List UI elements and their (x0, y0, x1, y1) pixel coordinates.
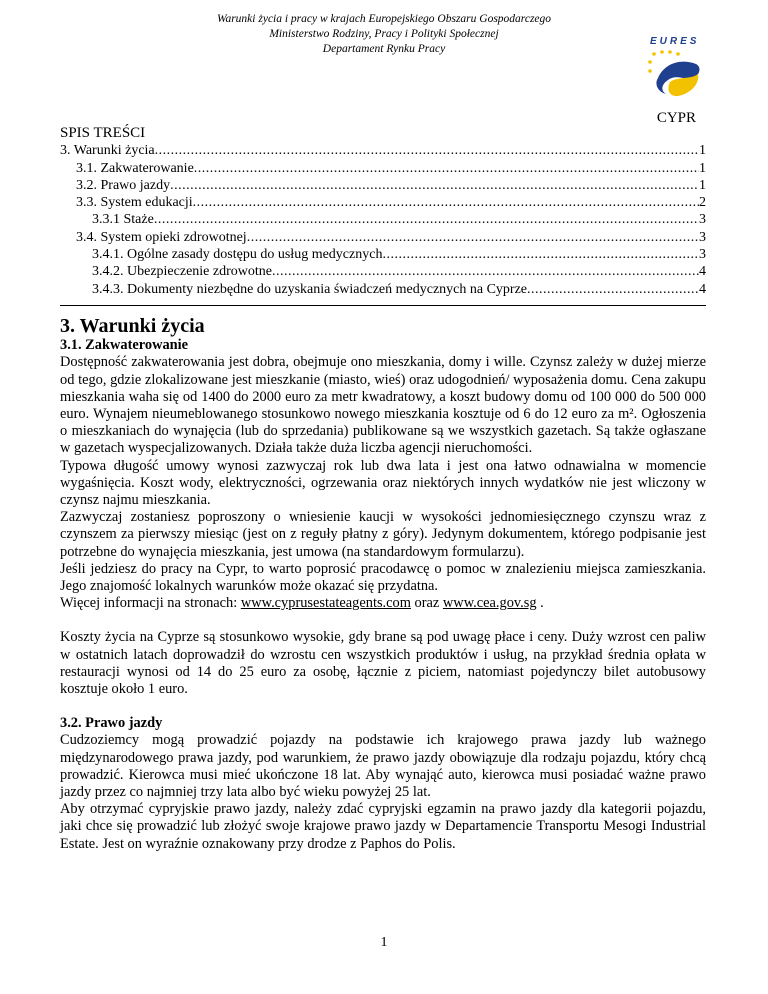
toc-entry[interactable]: 3. Warunki życia ..... 1 (60, 142, 706, 159)
toc-title: SPIS TREŚCI (60, 125, 146, 141)
eures-logo (640, 30, 720, 110)
link-cea[interactable]: www.cea.gov.sg (442, 595, 537, 612)
paragraph: Dostępność zakwaterowania jest dobra, obejmuje ono mieszkania, domy i wille. Czynsz zależy w dużej mierze od tego, gdzie zlokalizowane jest mieszkanie (miasto, wieś) oraz udogodnień/ wyposażenia domu. Cena zakupu mieszkania waha się od 1400 do 2000 euro za metr kwadratowy, a koszt budowy domu od 100 000 do 500 000 euro. Wynajem nieumeblowanego stosunkowo nowego mieszkania kosztuje od 6 do 12 euro za m². Ogłoszenia o mieszkaniach do wynajęcia (lub do sprzedania) publikowane są we wszystkich gazetach. Są także ogłaszane w gazetach wyspecjalizowanych. Działa także duża liczba agencji nieruchomości. (60, 354, 706, 457)
toc-entry[interactable]: 3.4. System opieki zdrowotnej ..... 3 (60, 229, 706, 246)
country-label: CYPR (656, 110, 696, 126)
horizontal-divider (60, 305, 706, 306)
link-cyprusestateagents[interactable]: www.cyprusestateagents.com (240, 595, 411, 612)
toc-entry[interactable]: 3.4.1. Ogólne zasady dostępu do usług medycznych ..... 3 (60, 246, 706, 263)
toc-entry[interactable]: 3.3. System edukacji ..... 2 (60, 194, 706, 211)
section-heading: 3. Warunki życia (60, 315, 205, 337)
table-of-contents (60, 125, 706, 298)
toc-entry[interactable]: 3.2. Prawo jazdy ..... 1 (60, 177, 706, 194)
paragraph: Aby otrzymać cypryjskie prawo jazdy, należy zdać cypryjski egzamin na prawo jazdy dla kategorii pojazdu, jaki chce się prowadzić lub złożyć swoje krajowe prawo jazdy w Departamencie Transportu Mesogi Industrial Estate. Jest on wyraźnie oznakowany przy drodze z Paphos do Polis. (60, 801, 706, 852)
header-line-3: Departament Rynku Pracy (322, 43, 446, 55)
paragraph: Jeśli jedziesz do pracy na Cypr, to warto poprosić pracodawcę o pomoc w znalezieniu miejsca zamieszkania. Jego znajomość lokalnych warunków może okazać się przydatna. (60, 560, 706, 595)
paragraph: Koszty życia na Cyprze są stosunkowo wysokie, gdy brane są pod uwagę płace i ceny. Duży wzrost cen paliw w ostatnich latach doprowadził do wzrostu cen wszystkich produktów i usług, na przykład średnia opłata w restauracji wynosi od 14 do 25 euro za osobę, łącznie z piciem, natomiast pojedynczy bilet autobusowy kosztuje około 1 euro. (60, 629, 706, 698)
toc-entry[interactable]: 3.4.2. Ubezpieczenie zdrowotne ..... 4 (60, 263, 706, 280)
toc-entry[interactable]: 3.3.1 Staże ..... 3 (60, 211, 706, 228)
header-line-1: Warunki życia i pracy w krajach Europejskiego Obszaru Gospodarczego (216, 13, 552, 25)
paragraph: Zazwyczaj zostaniesz poproszony o wniesienie kaucji w wysokości jednomiesięcznego czynszu wraz z czynszem za pierwszy miesiąc (jest on z reguły płatny z góry). Jedynym dokumentem, którego podpisanie jest potrzebne do wynajęcia mieszkania, jest umowa (na standardowym formularzu). (60, 509, 706, 560)
header-line-2: Ministerstwo Rodziny, Pracy i Polityki Społecznej (269, 28, 499, 40)
subsection-heading: 3.2. Prawo jazdy (60, 715, 163, 732)
toc-entry[interactable]: 3.4.3. Dokumenty niezbędne do uzyskania świadczeń medycznych na Cyprze ..... 4 (60, 281, 706, 298)
document-body (60, 315, 706, 853)
paragraph-links: Więcej informacji na stronach: www.cyprusestateagents.com oraz www.cea.gov.sg . (60, 595, 544, 612)
toc-entry[interactable]: 3.1. Zakwaterowanie ..... 1 (60, 160, 706, 177)
page-number: 1 (380, 935, 388, 950)
paragraph: Typowa długość umowy wynosi zazwyczaj rok lub dwa lata i jest ona łatwo odnawialna w momencie wygaśnięcia. Koszt wody, elektryczności, ogrzewania oraz niektórych innych wydatków nie jest wliczony w czynsz najmu mieszkania. (60, 457, 706, 509)
paragraph: Cudzoziemcy mogą prowadzić pojazdy na podstawie ich krajowego prawa jazdy lub ważnego międzynarodowego prawa jazdy, pod warunkiem, że prawo jazdy obowiązuje dla rodzaju pojazdu, który chcą prowadzić. Kierowca musi mieć ukończone 18 lat. Aby wynająć auto, kierowca musi posiadać ważne prawo jazdy przez co najmniej trzy lata albo być wieku powyżej 25 lat. (60, 732, 706, 801)
subsection-heading: 3.1. Zakwaterowanie (60, 337, 189, 354)
svg-text:EURES: EURES (650, 36, 700, 47)
